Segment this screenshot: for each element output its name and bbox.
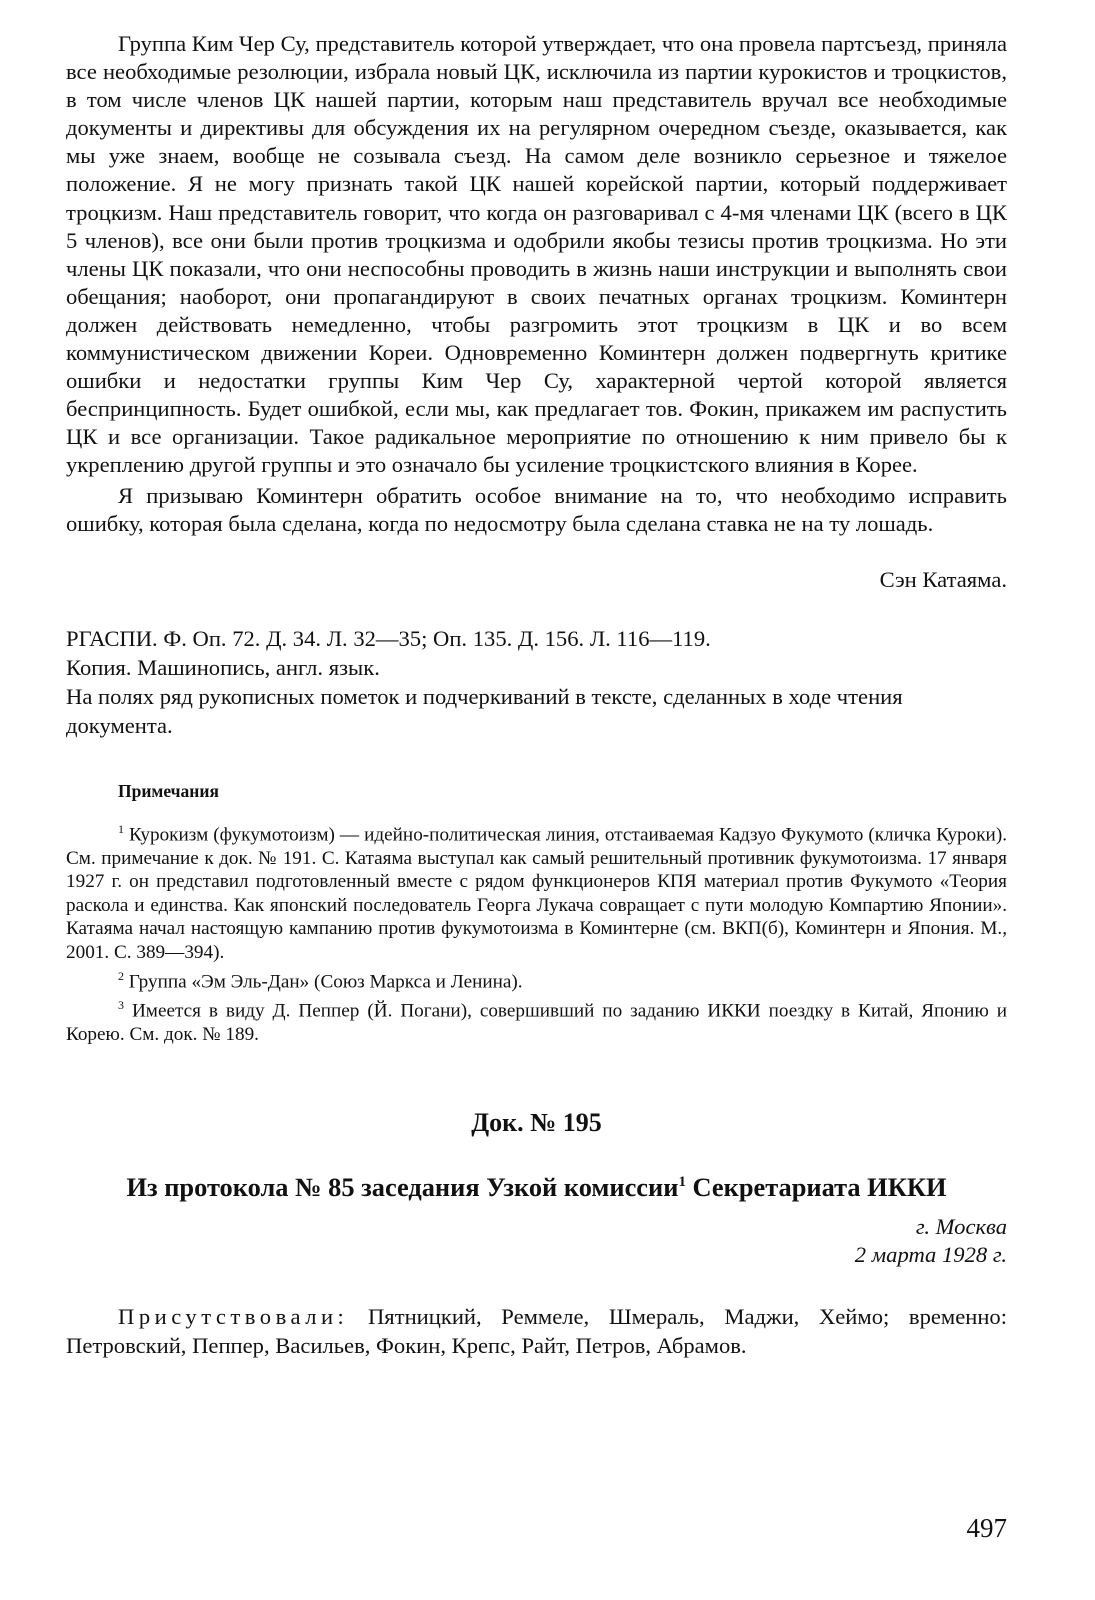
archive-copy-note: Копия. Машинопись, англ. язык. [66, 654, 380, 680]
attendance-list: Пятницкий, Реммеле, Шмераль, Маджи, Хеймо; временно: Петровский, Пеппер, Васильев, Фокин, Крепс, Райт, Петров, Абрамов. [66, 1304, 1007, 1358]
note-item [66, 994, 1007, 1047]
document-title [66, 1166, 1007, 1203]
body-paragraph-2: Я призываю Коминтерн обратить особое внимание на то, что необходимо исправить ошибку, которая была сделана, когда по недосмотру была сделана ставка не на ту лошадь. [66, 482, 1007, 536]
note-number: 1 [118, 821, 124, 836]
signature: Сэн Катаяма. [879, 566, 1007, 592]
body-paragraph-1: Группа Ким Чер Су, представитель которой утверждает, что она провела партсъезд, приняла все необходимые резолюции, избрала новый ЦК, исключила из партии курокистов и троцкистов, в том числе членов ЦК нашей партии, которым наш представитель вручал все необходимые документы и директивы для обсуждения их на регулярном очередном съезде, оказывается, как мы уже знаем, вообще не созывала съезд. На самом деле возникло серьезное и тяжелое положение. Я не могу признать такой ЦК нашей корейской партии, который поддерживает троцкизм. Наш представитель говорит, что когда он разговаривал с 4-мя членами ЦК (всего в ЦК 5 членов), все они были против троцкизма и одобрили якобы тезисы против троцкизма. Но эти члены ЦК показали, что они неспособны проводить в жизнь наши инструкции и выполнять свои обещания; наоборот, они пропагандируют в своих печатных органах троцкизм. Коминтерн должен действовать немедленно, чтобы разгромить этот троцкизм в ЦК и во всем коммунистическом движении Кореи. Одновременно Коминтерн должен подвергнуть критике ошибки и недостатки группы Ким Чер Су, характерной чертой которой является беспринципность. Будет ошибкой, если мы, как предлагает тов. Фокин, прикажем им распустить ЦК и все организации. Такое радикальное мероприятие по отношению к ним привело бы к укреплению другой группы и это означало бы усиление троцкистского влияния в Корее. [66, 31, 1007, 478]
note-text: Имеется в виду Д. Пеппер (Й. Погани), совершивший по заданию ИККИ поездку в Китай, Японию и Корею. См. док. № 189. [66, 1000, 1008, 1045]
note-text: Курокизм (фукумотоизм) — идейно-политическая линия, отстаиваемая Кадзуо Фукумото (кличка Куроки). См. примечание к док. № 191. С. Катаяма выступал как самый решительный противник фукумотоизма. 17 января 1927 г. он представил подготовленный вместе с рядом функционеров КПЯ материал против Фукумото «Теория раскола и единства. Как японский последователь Георга Лукача совращает с пути молодую Компартию Японии». Катаяма начал настоящую кампанию против фукумотоизма в Коминтерне (см. ВКП(б), Коминтерн и Япония. М., 2001. С. 389—394). [66, 824, 1008, 964]
archive-margins-note: На полях ряд рукописных пометок и подчеркиваний в тексте, сделанных в ходе чтения документа. [66, 683, 903, 738]
letter-body [66, 30, 1007, 538]
document-number: Док. № 195 [471, 1108, 602, 1138]
page-number: 497 [966, 1513, 1007, 1543]
document-title-main: Из протокола № 85 заседания Узкой комиссии [126, 1172, 679, 1202]
notes-list [66, 818, 1007, 1047]
title-footnote-marker: 1 [678, 1174, 686, 1191]
note-item [66, 818, 1007, 965]
note-number: 2 [118, 968, 124, 983]
document-title-rest: Секретариата ИККИ [685, 1172, 947, 1202]
note-item [66, 965, 1007, 994]
attendance-label: Присутствовали: [118, 1304, 349, 1329]
document-place: г. Москва [915, 1214, 1007, 1239]
document-date: 2 марта 1928 г. [854, 1242, 1007, 1267]
notes-heading: Примечания [118, 780, 219, 801]
archive-reference: РГАСПИ. Ф. Оп. 72. Д. 34. Л. 32—35; Оп. 135. Д. 156. Л. 116—119. [66, 625, 711, 651]
attendance-paragraph [66, 1302, 1007, 1360]
note-number: 3 [118, 997, 124, 1012]
note-text: Группа «Эм Эль-Дан» (Союз Маркса и Ленина). [128, 971, 523, 993]
archive-info [66, 624, 1007, 740]
